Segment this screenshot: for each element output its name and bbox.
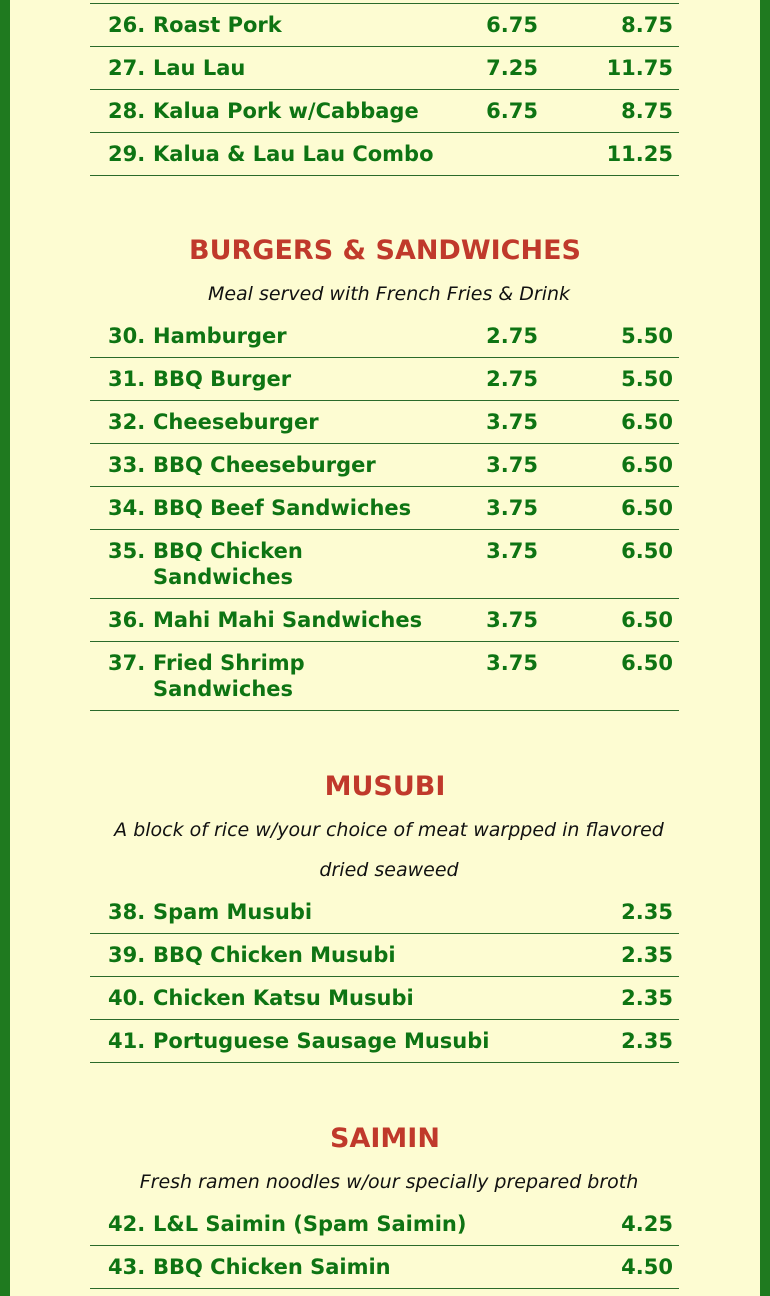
item-number: 43. <box>108 1255 146 1279</box>
item-price-mini: 6.75 <box>486 13 538 37</box>
menu-item <box>90 90 679 133</box>
item-number: 32. <box>108 410 146 434</box>
section-subtitle-saimin: Fresh ramen noodles w/our specially prepared broth <box>139 1171 639 1193</box>
menu-item <box>90 401 679 444</box>
item-price-mini: 3.75 <box>486 496 538 520</box>
item-name: BBQ Chicken Musubi <box>153 943 396 967</box>
section-title-musubi: MUSUBI <box>324 771 446 802</box>
menu-page <box>10 0 760 1296</box>
item-price-mini: 3.75 <box>486 651 538 675</box>
item-price-regular: 8.75 <box>621 99 673 123</box>
item-price: 2.35 <box>621 986 673 1010</box>
item-price: 2.35 <box>621 900 673 924</box>
item-number: 42. <box>108 1212 146 1236</box>
item-name: BBQ Chicken Sandwiches <box>153 539 303 589</box>
section-title-burgers: BURGERS & SANDWICHES <box>189 235 581 266</box>
menu-item <box>90 47 679 90</box>
item-name: Roast Pork <box>153 13 282 37</box>
item-price-mini: 7.25 <box>486 56 538 80</box>
item-price: 2.35 <box>621 943 673 967</box>
item-name: Cheeseburger <box>153 410 319 434</box>
item-number: 31. <box>108 367 146 391</box>
menu-item <box>90 599 679 642</box>
item-price-mini: 2.75 <box>486 367 538 391</box>
section-subtitle-burgers: Meal served with French Fries & Drink <box>207 283 571 305</box>
item-price-regular: 11.25 <box>606 142 673 166</box>
item-price-regular: 5.50 <box>621 367 673 391</box>
item-price-mini: 3.75 <box>486 608 538 632</box>
menu-item <box>90 4 679 47</box>
item-number: 33. <box>108 453 146 477</box>
item-number: 26. <box>108 13 146 37</box>
item-price-regular: 11.75 <box>606 56 673 80</box>
item-number: 27. <box>108 56 146 80</box>
item-number: 29. <box>108 142 146 166</box>
item-name: Fried Shrimp Sandwiches <box>153 651 305 701</box>
menu-item <box>90 977 679 1020</box>
menu-list-plate-lunch <box>90 3 679 176</box>
section-title-saimin: SAIMIN <box>330 1123 440 1154</box>
item-number: 28. <box>108 99 146 123</box>
item-number: 38. <box>108 900 146 924</box>
menu-list-burgers <box>90 315 679 711</box>
item-name: Portuguese Sausage Musubi <box>153 1029 490 1053</box>
item-price-regular: 8.75 <box>621 13 673 37</box>
item-price-mini: 3.75 <box>486 453 538 477</box>
item-name: BBQ Beef Sandwiches <box>153 496 412 520</box>
menu-item <box>90 1020 679 1063</box>
item-number: 30. <box>108 324 146 348</box>
item-price-regular: 6.50 <box>621 651 673 675</box>
item-price-regular: 6.50 <box>621 608 673 632</box>
item-number: 36. <box>108 608 146 632</box>
item-name: L&L Saimin (Spam Saimin) <box>153 1212 467 1236</box>
menu-item <box>90 934 679 977</box>
item-price-mini: 6.75 <box>486 99 538 123</box>
menu-item <box>90 315 679 358</box>
menu-item <box>90 1246 679 1289</box>
menu-item <box>90 133 679 176</box>
menu-item <box>90 487 679 530</box>
item-price-mini: 3.75 <box>486 539 538 563</box>
item-name: Spam Musubi <box>153 900 313 924</box>
menu-item <box>90 530 679 599</box>
item-price-regular: 6.50 <box>621 496 673 520</box>
item-name: Hamburger <box>153 324 287 348</box>
item-name: Chicken Katsu Musubi <box>153 986 414 1010</box>
section-subtitle-musubi: A block of rice w/your choice of meat warpped in flavored dried seaweed <box>114 819 664 881</box>
menu-item <box>90 358 679 401</box>
item-price-regular: 6.50 <box>621 539 673 563</box>
item-number: 34. <box>108 496 146 520</box>
item-number: 37. <box>108 651 146 675</box>
item-name: Mahi Mahi Sandwiches <box>153 608 423 632</box>
item-name: BBQ Burger <box>153 367 292 391</box>
item-name: Kalua Pork w/Cabbage <box>153 99 419 123</box>
menu-list-musubi <box>90 891 679 1063</box>
item-name: Lau Lau <box>153 56 246 80</box>
menu-list-saimin <box>90 1203 679 1289</box>
item-price: 2.35 <box>621 1029 673 1053</box>
item-price-regular: 6.50 <box>621 410 673 434</box>
item-number: 39. <box>108 943 146 967</box>
menu-item <box>90 642 679 711</box>
item-price: 4.25 <box>621 1212 673 1236</box>
menu-item <box>90 891 679 934</box>
item-name: BBQ Chicken Saimin <box>153 1255 391 1279</box>
item-name: BBQ Cheeseburger <box>153 453 376 477</box>
item-number: 40. <box>108 986 146 1010</box>
item-name: Kalua & Lau Lau Combo <box>153 142 434 166</box>
item-price-mini: 2.75 <box>486 324 538 348</box>
item-price: 4.50 <box>621 1255 673 1279</box>
menu-item <box>90 444 679 487</box>
item-number: 35. <box>108 539 146 563</box>
item-price-regular: 6.50 <box>621 453 673 477</box>
item-number: 41. <box>108 1029 146 1053</box>
item-price-regular: 5.50 <box>621 324 673 348</box>
menu-item <box>90 1203 679 1246</box>
item-price-mini: 3.75 <box>486 410 538 434</box>
